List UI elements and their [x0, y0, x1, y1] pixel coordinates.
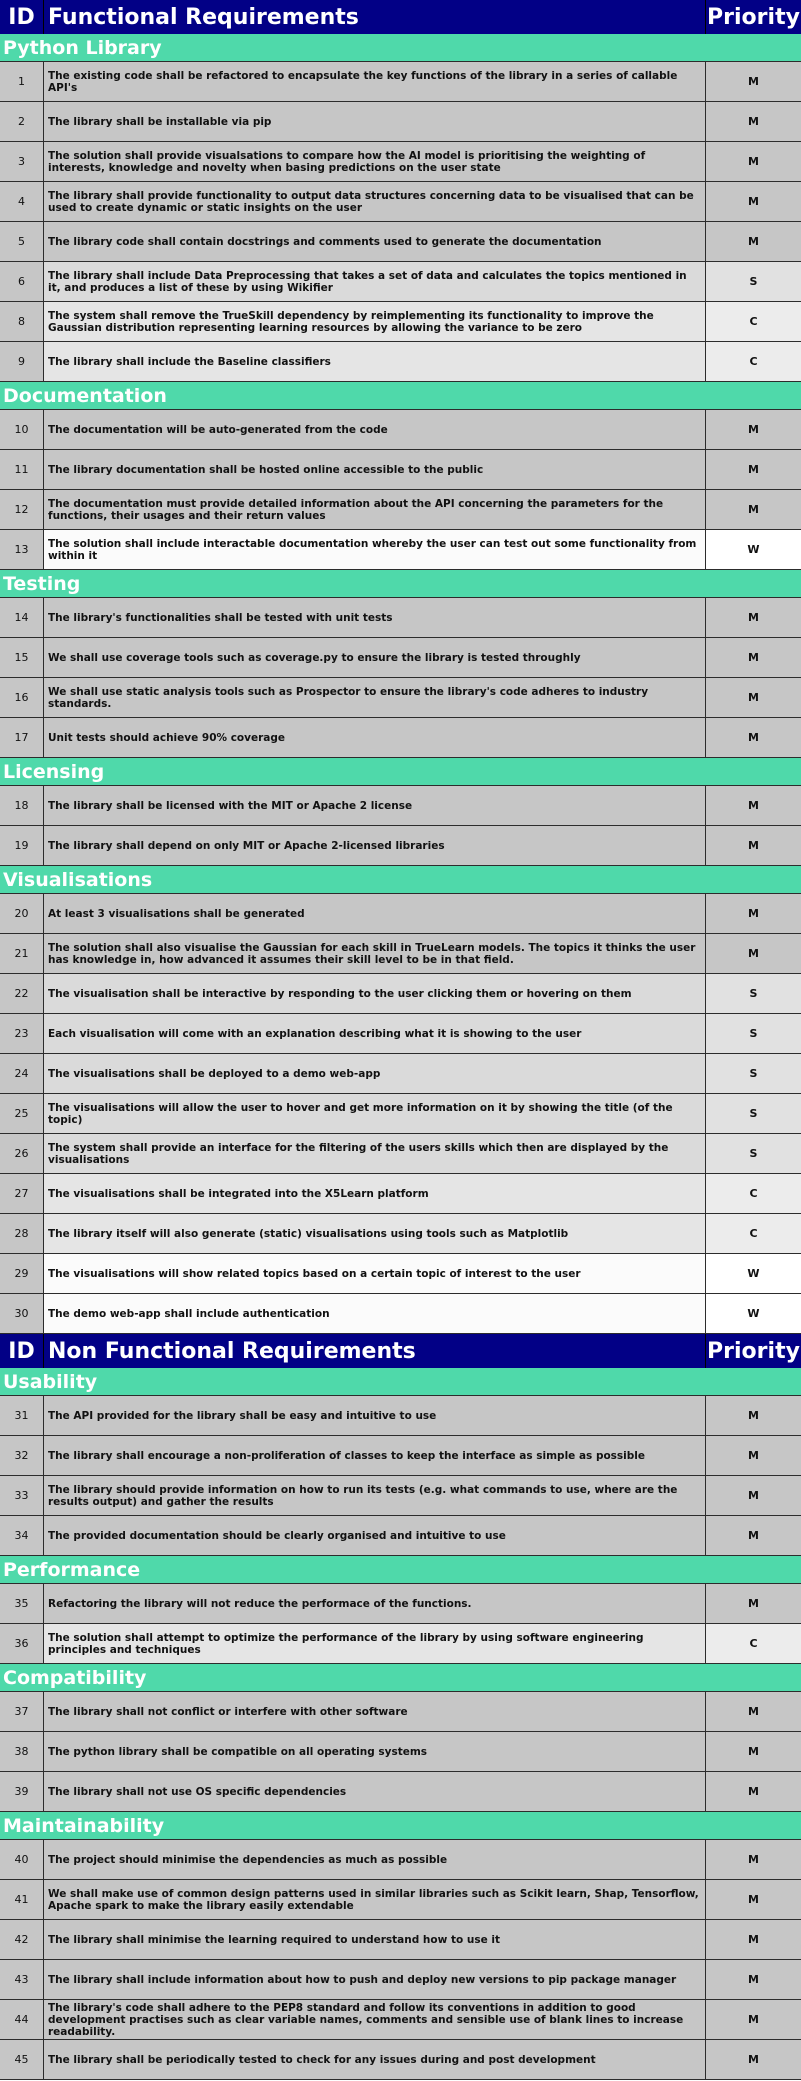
requirement-text: At least 3 visualisations shall be generated [44, 894, 706, 933]
table-row [0, 1094, 801, 1134]
requirement-priority: W [706, 1254, 801, 1293]
requirement-text: The library shall be periodically tested to check for any issues during and post development [44, 2040, 706, 2079]
table-row [0, 410, 801, 450]
requirement-text: The solution shall include interactable documentation whereby the user can test out some functionality from within it [44, 530, 706, 569]
table-row [0, 638, 801, 678]
requirement-id: 5 [0, 222, 44, 261]
requirement-priority: C [706, 302, 801, 341]
requirement-id: 4 [0, 182, 44, 221]
table-row [0, 974, 801, 1014]
requirement-priority: M [706, 2040, 801, 2079]
section-heading: Python Library [0, 34, 801, 62]
requirement-priority: M [706, 62, 801, 101]
requirement-text: The library shall include Data Preprocessing that takes a set of data and calculates the topics mentioned in it, and produces a list of these by using Wikifier [44, 262, 706, 301]
requirement-priority: M [706, 1396, 801, 1435]
requirement-id: 20 [0, 894, 44, 933]
requirement-id: 40 [0, 1840, 44, 1879]
requirement-text: The library's code shall adhere to the PEP8 standard and follow its conventions in addition to good development practises such as clear variable names, comments and sensible use of blank lines to increase readability. [44, 2000, 706, 2039]
requirement-text: The library documentation shall be hosted online accessible to the public [44, 450, 706, 489]
requirement-text: The visualisation shall be interactive by responding to the user clicking them or hovering on them [44, 974, 706, 1013]
table-row [0, 2000, 801, 2040]
requirement-priority: M [706, 598, 801, 637]
requirement-priority: M [706, 1772, 801, 1811]
table-row [0, 530, 801, 570]
requirement-text: Each visualisation will come with an explanation describing what it is showing to the user [44, 1014, 706, 1053]
section-heading: Visualisations [0, 866, 801, 894]
requirement-priority: M [706, 102, 801, 141]
requirement-text: The library shall minimise the learning required to understand how to use it [44, 1920, 706, 1959]
table-row [0, 342, 801, 382]
table-row [0, 826, 801, 866]
requirement-priority: M [706, 1692, 801, 1731]
requirement-priority: M [706, 1476, 801, 1515]
header-priority: Priority [707, 1338, 800, 1364]
requirement-id: 31 [0, 1396, 44, 1435]
requirement-id: 21 [0, 934, 44, 973]
requirement-priority: S [706, 974, 801, 1013]
requirement-priority: M [706, 934, 801, 973]
requirement-priority: S [706, 1054, 801, 1093]
requirement-priority: M [706, 490, 801, 529]
section-heading: Testing [0, 570, 801, 598]
table-row [0, 182, 801, 222]
requirement-priority: M [706, 1880, 801, 1919]
requirement-text: The solution shall attempt to optimize the performance of the library by using software engineering principles and techniques [44, 1624, 706, 1663]
requirement-text: The existing code shall be refactored to encapsulate the key functions of the library in a series of callable API's [44, 62, 706, 101]
requirement-priority: M [706, 826, 801, 865]
requirement-text: The solution shall also visualise the Gaussian for each skill in TrueLearn models. The topics it thinks the user has knowledge in, how advanced it assumes their skill level to be in that field. [44, 934, 706, 973]
requirement-priority: M [706, 1960, 801, 1999]
table-row [0, 302, 801, 342]
table-row [0, 1134, 801, 1174]
requirement-priority: S [706, 1014, 801, 1053]
requirement-priority: C [706, 1214, 801, 1253]
requirement-id: 16 [0, 678, 44, 717]
requirement-id: 34 [0, 1516, 44, 1555]
requirement-priority: M [706, 222, 801, 261]
requirement-id: 17 [0, 718, 44, 757]
requirement-text: The library code shall contain docstrings and comments used to generate the documentation [44, 222, 706, 261]
table-row [0, 102, 801, 142]
table-row [0, 598, 801, 638]
requirement-text: The system shall remove the TrueSkill dependency by reimplementing its functionality to improve the Gaussian distribution representing learning resources by allowing the variance to be zero [44, 302, 706, 341]
section-heading: Performance [0, 1556, 801, 1584]
requirement-id: 3 [0, 142, 44, 181]
requirement-text: The visualisations shall be integrated into the X5Learn platform [44, 1174, 706, 1213]
requirement-priority: M [706, 718, 801, 757]
table-row [0, 1436, 801, 1476]
requirement-priority: M [706, 1732, 801, 1771]
requirement-text: The library shall not use OS specific dependencies [44, 1772, 706, 1811]
requirement-id: 32 [0, 1436, 44, 1475]
section-heading: Maintainability [0, 1812, 801, 1840]
requirement-priority: C [706, 1624, 801, 1663]
requirement-id: 43 [0, 1960, 44, 1999]
requirement-priority: M [706, 1584, 801, 1623]
table-row [0, 1174, 801, 1214]
header-title: Non Functional Requirements [44, 1334, 706, 1368]
table-row [0, 1396, 801, 1436]
requirement-id: 28 [0, 1214, 44, 1253]
requirement-text: The provided documentation should be clearly organised and intuitive to use [44, 1516, 706, 1555]
requirement-priority: M [706, 450, 801, 489]
requirement-text: The library shall include information about how to push and deploy new versions to pip package manager [44, 1960, 706, 1999]
table-row [0, 1294, 801, 1334]
requirement-id: 45 [0, 2040, 44, 2079]
requirement-text: The solution shall provide visualsations to compare how the AI model is prioritising the weighting of interests, knowledge and novelty when basing predictions on the user state [44, 142, 706, 181]
requirement-priority: S [706, 1094, 801, 1133]
table-row [0, 1772, 801, 1812]
requirement-text: The library shall provide functionality to output data structures concerning data to be visualised that can be used to create dynamic or static insights on the user [44, 182, 706, 221]
requirement-text: The python library shall be compatible on all operating systems [44, 1732, 706, 1771]
requirement-id: 1 [0, 62, 44, 101]
requirement-priority: W [706, 530, 801, 569]
requirement-priority: M [706, 786, 801, 825]
requirement-text: The library shall include the Baseline classifiers [44, 342, 706, 381]
table-row [0, 450, 801, 490]
requirement-id: 39 [0, 1772, 44, 1811]
requirement-text: Unit tests should achieve 90% coverage [44, 718, 706, 757]
requirement-priority: M [706, 1516, 801, 1555]
header-id: ID [0, 1334, 44, 1368]
table-row [0, 490, 801, 530]
requirement-id: 27 [0, 1174, 44, 1213]
requirement-id: 10 [0, 410, 44, 449]
requirement-text: The library shall not conflict or interfere with other software [44, 1692, 706, 1731]
requirement-priority: S [706, 1134, 801, 1173]
requirement-text: The API provided for the library shall be easy and intuitive to use [44, 1396, 706, 1435]
requirement-id: 37 [0, 1692, 44, 1731]
requirement-id: 26 [0, 1134, 44, 1173]
requirement-priority: M [706, 1840, 801, 1879]
table-row [0, 2040, 801, 2080]
requirement-id: 2 [0, 102, 44, 141]
table-row [0, 1584, 801, 1624]
requirement-id: 11 [0, 450, 44, 489]
header-priority: Priority [707, 4, 800, 30]
table-row [0, 934, 801, 974]
table-row [0, 1920, 801, 1960]
section-heading: Licensing [0, 758, 801, 786]
requirement-text: The library shall be licensed with the MIT or Apache 2 license [44, 786, 706, 825]
requirement-text: The visualisations will allow the user to hover and get more information on it by showing the title (of the topic) [44, 1094, 706, 1133]
requirement-priority: C [706, 1174, 801, 1213]
table-row [0, 1880, 801, 1920]
requirement-priority: M [706, 2000, 801, 2039]
table-row [0, 1960, 801, 2000]
requirement-text: The system shall provide an interface for the filtering of the users skills which then are displayed by the visualisations [44, 1134, 706, 1173]
table-row [0, 1516, 801, 1556]
table-row [0, 262, 801, 302]
requirement-id: 25 [0, 1094, 44, 1133]
requirement-text: Refactoring the library will not reduce the performace of the functions. [44, 1584, 706, 1623]
requirement-id: 19 [0, 826, 44, 865]
requirement-text: The demo web-app shall include authentication [44, 1294, 706, 1333]
table-row [0, 1476, 801, 1516]
requirement-text: The documentation must provide detailed information about the API concerning the parameters for the functions, their usages and their return values [44, 490, 706, 529]
requirement-id: 14 [0, 598, 44, 637]
section-heading: Usability [0, 1368, 801, 1396]
table-row [0, 1254, 801, 1294]
requirement-priority: M [706, 142, 801, 181]
table-row [0, 1054, 801, 1094]
requirement-id: 36 [0, 1624, 44, 1663]
requirement-priority: M [706, 638, 801, 677]
requirement-id: 35 [0, 1584, 44, 1623]
requirement-text: The project should minimise the dependencies as much as possible [44, 1840, 706, 1879]
requirement-priority: M [706, 1920, 801, 1959]
table-row [0, 678, 801, 718]
requirement-id: 15 [0, 638, 44, 677]
requirement-priority: M [706, 678, 801, 717]
requirement-priority: M [706, 182, 801, 221]
requirement-id: 12 [0, 490, 44, 529]
section-heading: Compatibility [0, 1664, 801, 1692]
requirement-id: 44 [0, 2000, 44, 2039]
table-header [0, 0, 801, 34]
requirement-id: 38 [0, 1732, 44, 1771]
requirement-text: The visualisations shall be deployed to a demo web-app [44, 1054, 706, 1093]
requirement-text: The library shall be installable via pip [44, 102, 706, 141]
requirement-id: 13 [0, 530, 44, 569]
requirement-priority: M [706, 410, 801, 449]
requirement-id: 30 [0, 1294, 44, 1333]
requirement-text: We shall make use of common design patterns used in similar libraries such as Scikit learn, Shap, Tensorflow, Apache spark to make the library easily extendable [44, 1880, 706, 1919]
requirement-text: The library shall encourage a non-proliferation of classes to keep the interface as simple as possible [44, 1436, 706, 1475]
requirement-priority: M [706, 894, 801, 933]
requirement-id: 33 [0, 1476, 44, 1515]
requirement-text: We shall use static analysis tools such as Prospector to ensure the library's code adheres to industry standards. [44, 678, 706, 717]
table-row [0, 62, 801, 102]
header-title: Functional Requirements [44, 0, 706, 34]
table-row [0, 786, 801, 826]
table-header [0, 1334, 801, 1368]
table-row [0, 222, 801, 262]
requirement-text: The library should provide information on how to run its tests (e.g. what commands to use, where are the results output) and gather the results [44, 1476, 706, 1515]
requirement-id: 42 [0, 1920, 44, 1959]
requirement-text: The library shall depend on only MIT or Apache 2-licensed libraries [44, 826, 706, 865]
requirement-id: 29 [0, 1254, 44, 1293]
table-row [0, 1014, 801, 1054]
requirement-priority: S [706, 262, 801, 301]
requirement-text: The documentation will be auto-generated from the code [44, 410, 706, 449]
requirement-priority: W [706, 1294, 801, 1333]
table-row [0, 1624, 801, 1664]
requirement-text: The visualisations will show related topics based on a certain topic of interest to the user [44, 1254, 706, 1293]
section-heading: Documentation [0, 382, 801, 410]
requirement-text: The library's functionalities shall be tested with unit tests [44, 598, 706, 637]
table-row [0, 142, 801, 182]
header-id: ID [0, 0, 44, 34]
requirement-priority: C [706, 342, 801, 381]
requirement-id: 41 [0, 1880, 44, 1919]
table-row [0, 1732, 801, 1772]
table-row [0, 894, 801, 934]
requirement-id: 18 [0, 786, 44, 825]
requirement-id: 6 [0, 262, 44, 301]
requirement-id: 24 [0, 1054, 44, 1093]
requirement-id: 22 [0, 974, 44, 1013]
requirement-text: The library itself will also generate (static) visualisations using tools such as Matplotlib [44, 1214, 706, 1253]
table-row [0, 1840, 801, 1880]
table-row [0, 1214, 801, 1254]
requirement-text: We shall use coverage tools such as coverage.py to ensure the library is tested throughly [44, 638, 706, 677]
requirement-priority: M [706, 1436, 801, 1475]
table-row [0, 1692, 801, 1732]
requirement-id: 9 [0, 342, 44, 381]
requirement-id: 23 [0, 1014, 44, 1053]
requirement-id: 8 [0, 302, 44, 341]
table-row [0, 718, 801, 758]
